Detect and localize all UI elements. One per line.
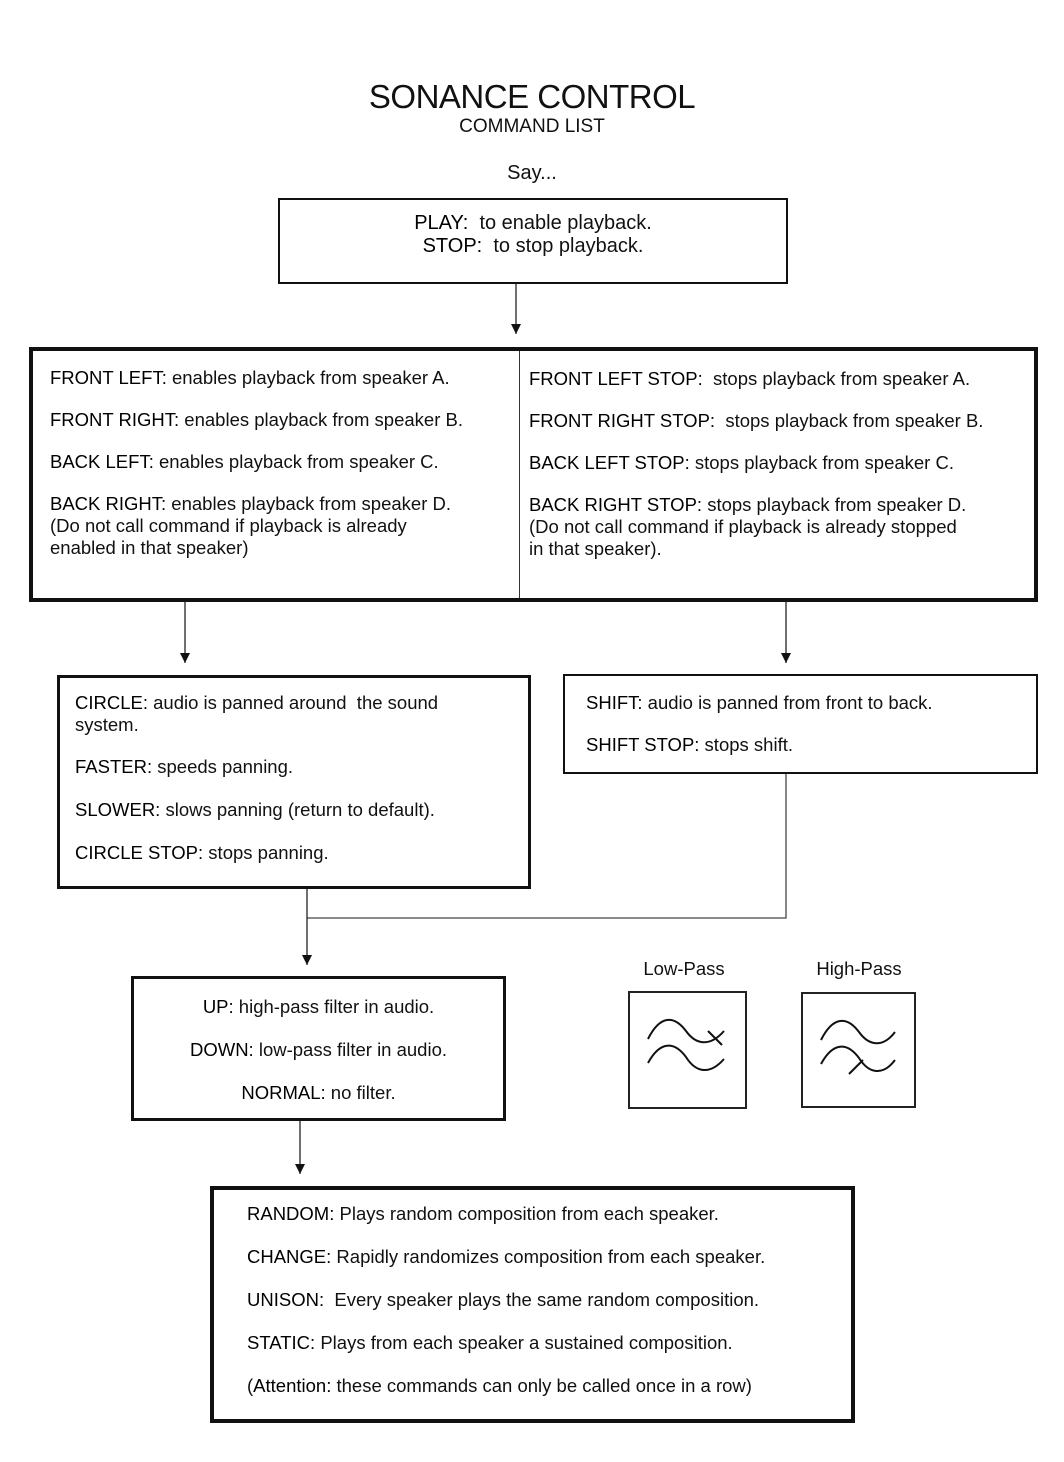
command-description: no filter. xyxy=(325,1082,396,1103)
command-description: high-pass filter in audio. xyxy=(233,996,435,1017)
speaker-note-line: (Do not call command if playback is already xyxy=(50,515,407,536)
speaker-note-line: enabled in that speaker) xyxy=(50,537,249,558)
circle-command-line xyxy=(75,799,528,821)
circle-box xyxy=(57,675,531,889)
random-box xyxy=(210,1186,855,1423)
command-keyword: UP: xyxy=(202,996,234,1017)
command-keyword: NORMAL: xyxy=(241,1082,326,1103)
command-keyword: SHIFT: xyxy=(586,692,643,713)
circle-command-line xyxy=(75,842,528,864)
command-description: to enable playback. xyxy=(468,212,652,234)
speaker-command-line xyxy=(529,494,1029,516)
command-keyword: FRONT LEFT STOP: xyxy=(529,368,703,389)
command-description: enables playback from speaker D. xyxy=(166,493,452,514)
circle-command-continuation: system. xyxy=(75,714,139,735)
command-description: stops playback from speaker A. xyxy=(702,368,971,389)
command-description: slows panning (return to default). xyxy=(160,799,435,820)
filter-command-line xyxy=(134,996,503,1018)
random-command-line xyxy=(247,1246,851,1268)
speaker-command-line xyxy=(529,368,1029,390)
filter-command-line xyxy=(134,1082,503,1104)
command-keyword: FRONT LEFT: xyxy=(50,367,167,388)
command-description: low-pass filter in audio. xyxy=(253,1039,448,1060)
command-keyword: FRONT RIGHT: xyxy=(50,409,180,430)
command-description: stops playback from speaker B. xyxy=(715,410,984,431)
command-keyword: PLAY: xyxy=(414,212,469,234)
random-command-line xyxy=(247,1203,851,1225)
circle-command-line xyxy=(75,692,528,714)
command-description: these commands can only be called once in a row) xyxy=(331,1375,752,1396)
speaker-stop-column xyxy=(529,368,1029,560)
command-keyword: FRONT RIGHT STOP: xyxy=(529,410,716,431)
command-description: audio is panned from front to back. xyxy=(642,692,933,713)
command-keyword: BACK RIGHT STOP: xyxy=(529,494,703,515)
speakers-box xyxy=(29,347,1038,602)
random-command-line xyxy=(247,1289,851,1311)
command-keyword: STATIC: xyxy=(247,1332,316,1353)
speaker-command-line xyxy=(50,451,510,473)
shift-box xyxy=(563,674,1038,774)
command-keyword: BACK LEFT STOP: xyxy=(529,452,690,473)
speaker-note-line: (Do not call command if playback is already stopped xyxy=(529,516,957,537)
command-description: stops shift. xyxy=(699,734,793,755)
random-attention-note xyxy=(247,1375,851,1397)
command-keyword: UNISON: xyxy=(247,1289,325,1310)
command-keyword: Attention: xyxy=(253,1375,332,1396)
speaker-enable-column xyxy=(50,367,510,559)
high-pass-wave-icon xyxy=(803,994,914,1106)
circle-command-line xyxy=(75,756,528,778)
shift-command-line xyxy=(586,692,1036,714)
filter-command-line xyxy=(134,1039,503,1061)
command-description: enables playback from speaker B. xyxy=(179,409,463,430)
low-pass-label: Low-Pass xyxy=(643,958,725,979)
command-description: enables playback from speaker C. xyxy=(153,451,439,472)
command-description: speeds panning. xyxy=(152,756,294,777)
command-description: Every speaker plays the same random composition. xyxy=(324,1289,760,1310)
command-description: Plays from each speaker a sustained composition. xyxy=(315,1332,733,1353)
command-keyword: RANDOM: xyxy=(247,1203,335,1224)
command-description: Rapidly randomizes composition from each speaker. xyxy=(331,1246,766,1267)
page-title: SONANCE CONTROL xyxy=(368,78,696,115)
command-description: enables playback from speaker A. xyxy=(166,367,450,388)
command-keyword: SLOWER: xyxy=(75,799,161,820)
speaker-command-line xyxy=(50,409,510,431)
speaker-command-line xyxy=(50,367,510,389)
command-keyword: CIRCLE STOP: xyxy=(75,842,204,863)
command-description: Plays random composition from each speaker. xyxy=(334,1203,719,1224)
shift-command-line xyxy=(586,734,1036,756)
command-description: stops panning. xyxy=(203,842,329,863)
command-keyword: BACK RIGHT: xyxy=(50,493,167,514)
command-description: to stop playback. xyxy=(482,235,644,257)
high-pass-label: High-Pass xyxy=(816,958,902,979)
say-prompt: Say... xyxy=(507,162,557,184)
command-keyword: BACK LEFT: xyxy=(50,451,154,472)
speaker-command-line xyxy=(50,493,510,515)
command-keyword: CHANGE: xyxy=(247,1246,332,1267)
command-keyword: STOP: xyxy=(422,235,483,257)
command-keyword: DOWN: xyxy=(189,1039,254,1060)
command-description: stops playback from speaker C. xyxy=(689,452,954,473)
note-open-paren: ( xyxy=(247,1375,254,1396)
command-keyword: CIRCLE: xyxy=(75,692,148,713)
low-pass-figure xyxy=(628,991,747,1109)
high-pass-figure xyxy=(801,992,916,1108)
playback-box xyxy=(278,198,788,284)
filter-commands-box xyxy=(131,976,506,1121)
low-pass-wave-icon xyxy=(630,993,745,1107)
random-command-line xyxy=(247,1332,851,1354)
play-command-line xyxy=(280,212,786,235)
speaker-command-line xyxy=(529,452,1029,474)
stop-command-line xyxy=(280,235,786,258)
command-keyword: SHIFT STOP: xyxy=(586,734,700,755)
command-keyword: FASTER: xyxy=(75,756,153,777)
speaker-note-line: in that speaker). xyxy=(529,538,662,559)
command-description: stops playback from speaker D. xyxy=(702,494,967,515)
page-subtitle: COMMAND LIST xyxy=(459,116,605,137)
command-description: audio is panned around the sound xyxy=(148,692,439,713)
speakers-divider xyxy=(519,351,520,598)
speaker-command-line xyxy=(529,410,1029,432)
